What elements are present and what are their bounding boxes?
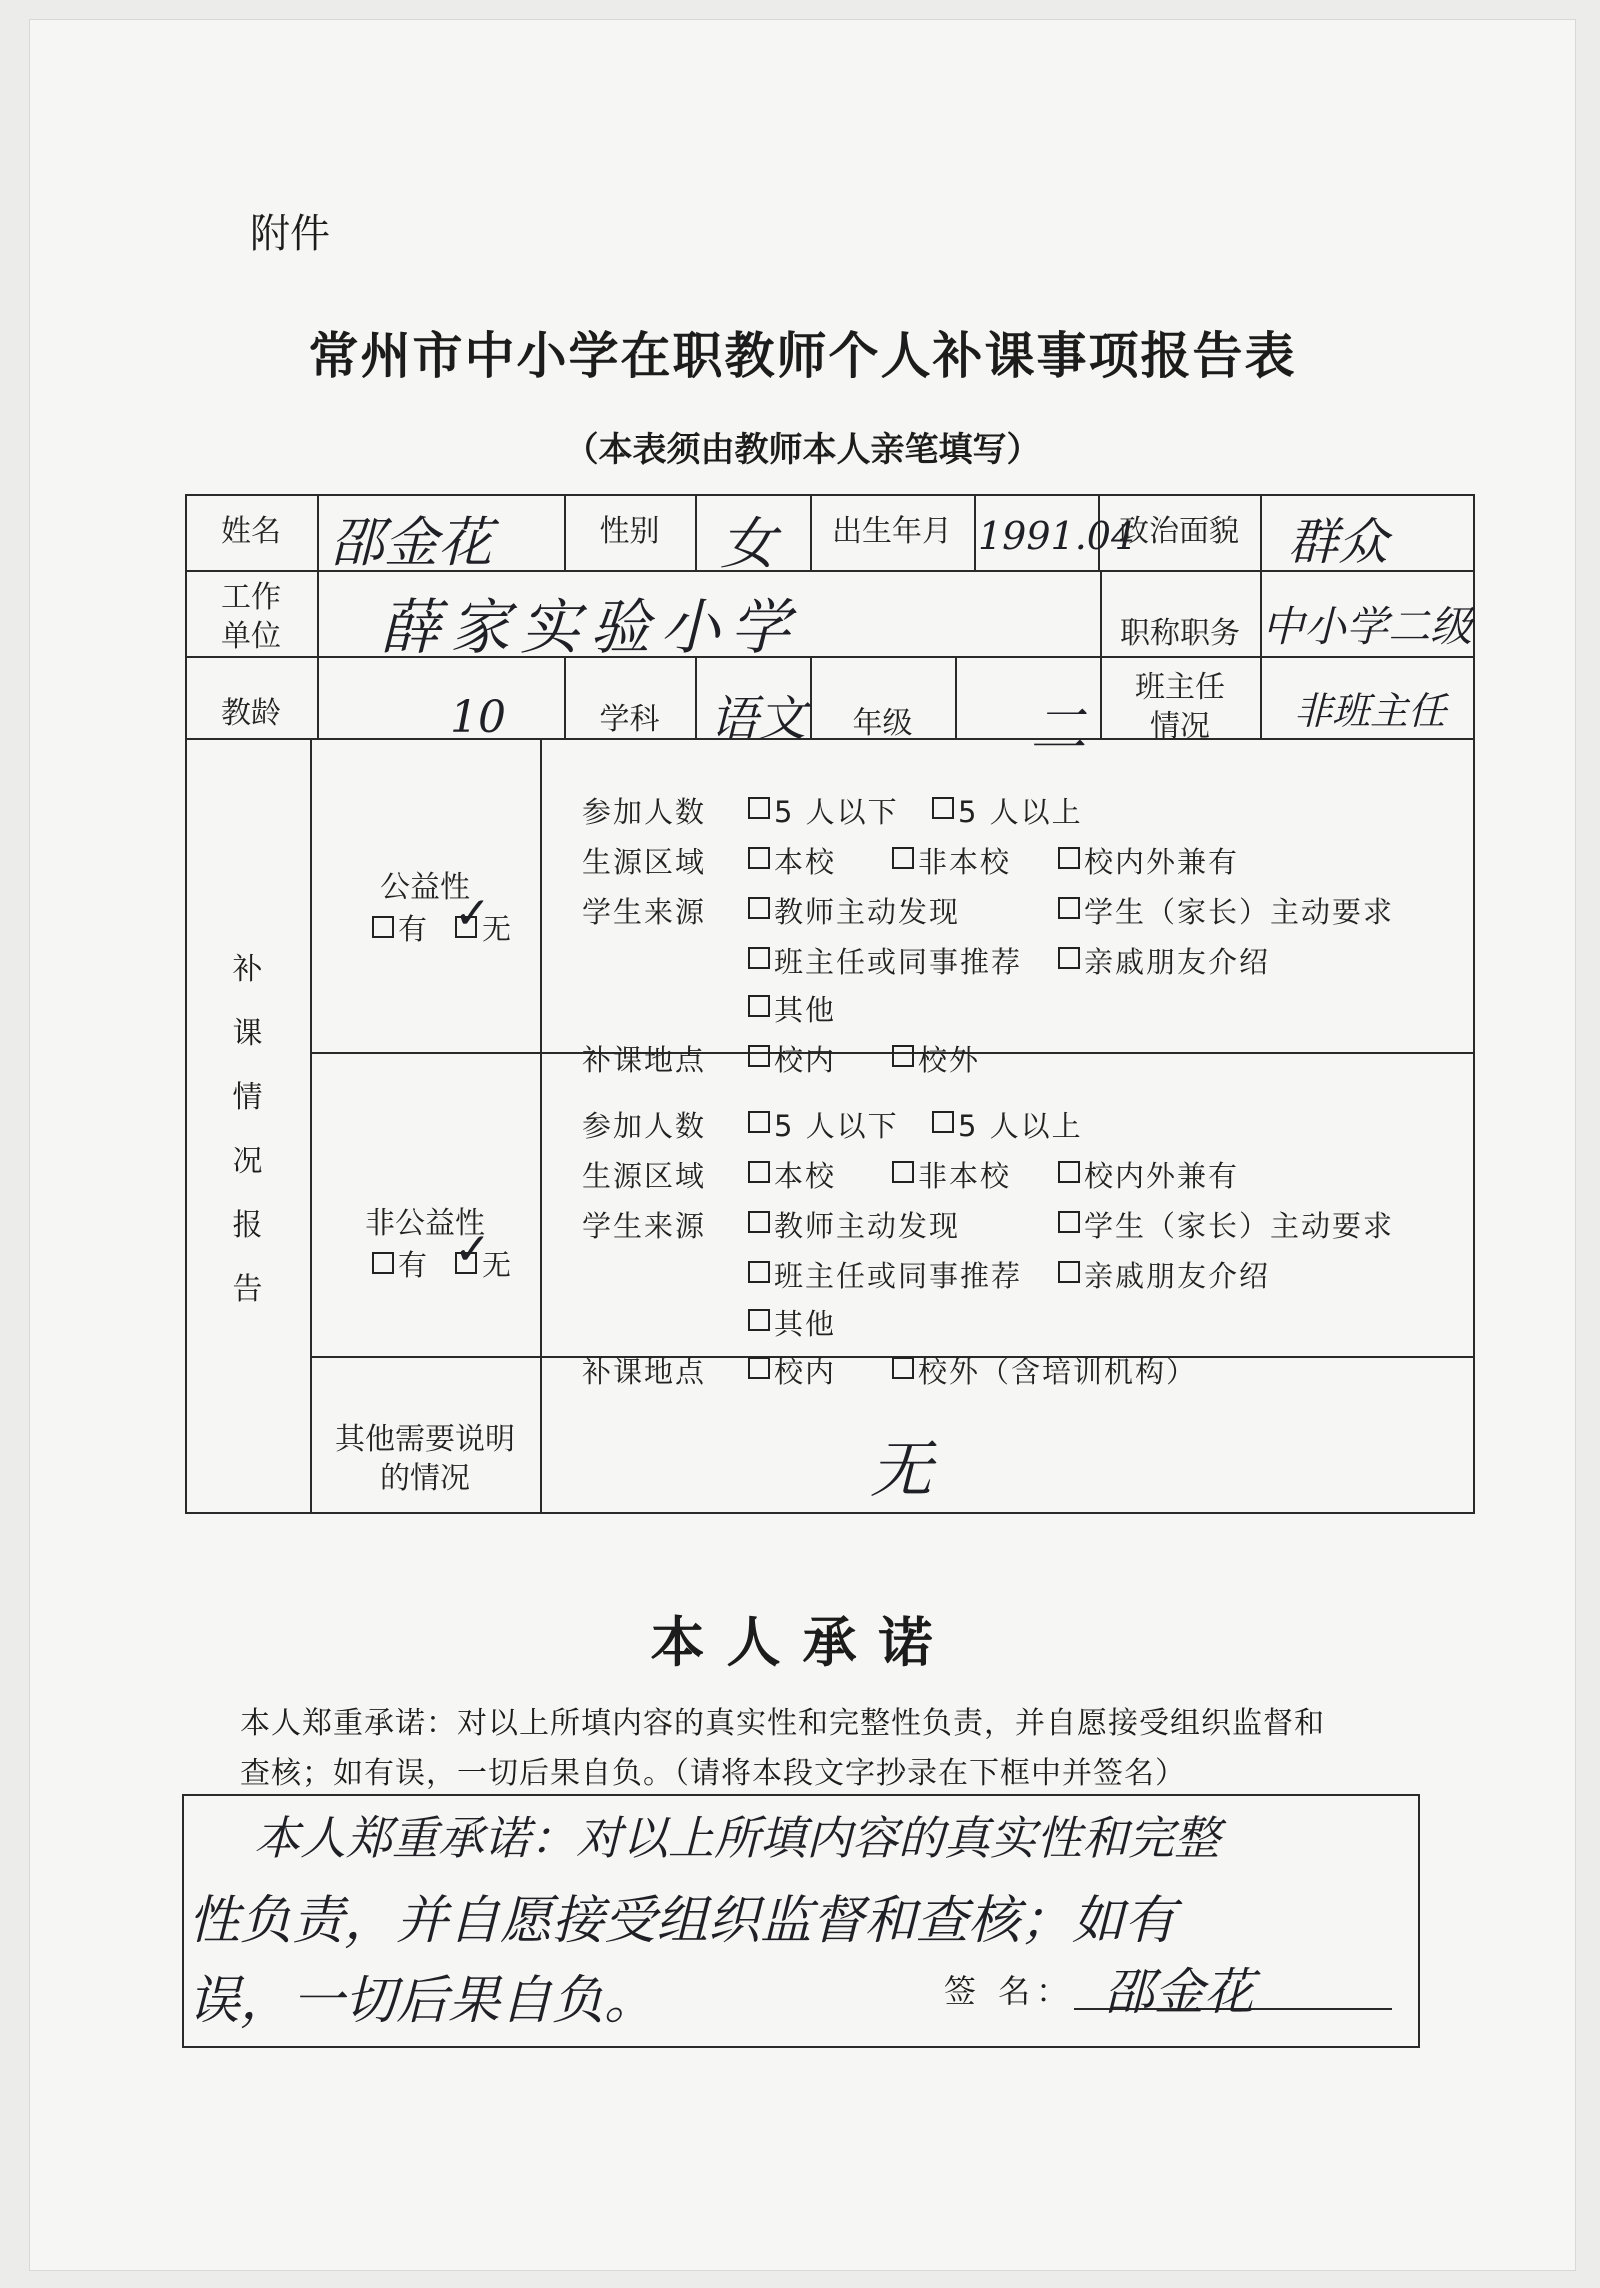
- years-label: 教龄: [221, 696, 281, 731]
- unit-label: [185, 578, 317, 656]
- pledge-text-line2: 查核；如有误，一切后果自负。（请将本段文字抄录在下框中并签名）: [240, 1756, 1186, 1791]
- public-area-opt: 本校: [774, 845, 837, 879]
- nonpublic-count-label: 参加人数: [582, 1109, 707, 1143]
- headteacher-label-line1: 班主任: [1135, 670, 1225, 705]
- nonpublic-source-opt: 亲戚朋友介绍: [1084, 1259, 1271, 1293]
- public-yes-label: 有: [398, 912, 430, 946]
- nonpublic-count-opt: 5 人以下: [774, 1109, 899, 1143]
- pledge-copy-line1: 本人郑重承诺：对以上所填内容的真实性和完整: [254, 1811, 1220, 1865]
- title-value: 中小学二级: [1262, 602, 1473, 651]
- nonpublic-yes-checkbox[interactable]: [372, 1252, 394, 1274]
- side-char: 报: [232, 1208, 263, 1243]
- checkbox[interactable]: [892, 1357, 914, 1379]
- subject-label: 学科: [599, 702, 660, 737]
- nonpublic-area-label: 生源区域: [582, 1159, 707, 1193]
- politics-value: 群众: [1288, 513, 1388, 571]
- checkbox[interactable]: [892, 1161, 914, 1183]
- nonpublic-area-opt: 校内外兼有: [1084, 1159, 1240, 1193]
- nonpublic-source-label: 学生来源: [582, 1209, 707, 1243]
- nonpublic-source-opt: 教师主动发现: [774, 1209, 961, 1243]
- side-char: 告: [232, 1272, 263, 1307]
- nonpublic-area-opt: 本校: [774, 1159, 837, 1193]
- checkbox[interactable]: [1058, 1261, 1080, 1283]
- public-source-opt: 其他: [774, 993, 837, 1027]
- checkbox[interactable]: [748, 1111, 770, 1133]
- checkbox[interactable]: [1058, 1211, 1080, 1233]
- unit-label-line2: 单位: [221, 619, 281, 654]
- nonpublic-source-opt: 学生（家长）主动要求: [1084, 1209, 1395, 1243]
- checkbox[interactable]: [748, 1357, 770, 1379]
- checkbox[interactable]: [1058, 1161, 1080, 1183]
- name-label: 姓名: [221, 514, 281, 549]
- other-value: 无: [870, 1433, 933, 1506]
- other-label-line2: 的情况: [380, 1461, 470, 1496]
- birth-value: 1991.04: [978, 514, 1136, 558]
- years-value: 10: [450, 692, 506, 743]
- unit-label-line1: 工作: [221, 580, 281, 615]
- pledge-copy-line3: 误，一切后果自负。: [188, 1971, 657, 2031]
- public-count-opt: 5 人以上: [958, 795, 1083, 829]
- checkbox[interactable]: [892, 847, 914, 869]
- checkbox[interactable]: [748, 1161, 770, 1183]
- headteacher-label: [1100, 668, 1260, 746]
- name-value: 邵金花: [330, 511, 492, 574]
- checkbox[interactable]: [748, 797, 770, 819]
- attachment-label: 附件: [250, 211, 330, 257]
- pledge-copy-line2: 性负责，并自愿接受组织监督和查核；如有: [188, 1891, 1177, 1951]
- nonpublic-source-opt: 班主任或同事推荐: [774, 1259, 1023, 1293]
- checkbox[interactable]: [748, 897, 770, 919]
- nonpublic-source-opt: 其他: [774, 1307, 837, 1341]
- grade-label: 年级: [852, 706, 913, 741]
- checkbox[interactable]: [748, 1309, 770, 1331]
- nonpublic-area-opt: 非本校: [918, 1159, 1012, 1193]
- nonpublic-label: 非公益性: [365, 1206, 485, 1241]
- headteacher-value: 非班主任: [1294, 689, 1447, 733]
- public-area-opt: 校内外兼有: [1084, 845, 1240, 879]
- nonpublic-count-opt: 5 人以上: [958, 1109, 1083, 1143]
- report-side-label: [185, 938, 310, 1322]
- form-sheet: [30, 20, 1575, 2270]
- public-count-opt: 5 人以下: [774, 795, 899, 829]
- public-source-label: 学生来源: [582, 895, 707, 929]
- gender-value: 女: [720, 512, 776, 577]
- pledge-text-line1: 本人郑重承诺：对以上所填内容的真实性和完整性负责，并自愿接受组织监督和: [240, 1706, 1325, 1741]
- gender-label: 性别: [599, 514, 660, 549]
- checkbox[interactable]: [748, 1261, 770, 1283]
- headteacher-label-line2: 情况: [1150, 709, 1210, 744]
- unit-value: 薛家实验小学: [380, 593, 800, 663]
- checkbox[interactable]: [1058, 847, 1080, 869]
- public-source-opt: 亲戚朋友介绍: [1084, 945, 1271, 979]
- nonpublic-no-label: 无: [482, 1248, 514, 1282]
- sign-label: 签 名：: [944, 1972, 1075, 2010]
- nonpublic-no-checkmark: ✓: [454, 1224, 491, 1275]
- signature: 邵金花: [1104, 1963, 1254, 2021]
- checkbox[interactable]: [1058, 947, 1080, 969]
- checkbox[interactable]: [1058, 897, 1080, 919]
- public-area-opt: 非本校: [918, 845, 1012, 879]
- checkbox[interactable]: [748, 947, 770, 969]
- public-yes-checkbox[interactable]: [372, 916, 394, 938]
- grade-value: 二: [1030, 698, 1086, 763]
- birth-label: 出生年月: [832, 514, 952, 549]
- nonpublic-place-opt: 校内: [774, 1355, 837, 1389]
- public-area-label: 生源区域: [582, 845, 707, 879]
- public-place-label: 补课地点: [582, 1043, 707, 1077]
- public-source-opt: 教师主动发现: [774, 895, 961, 929]
- public-label: 公益性: [380, 870, 470, 905]
- checkbox[interactable]: [932, 797, 954, 819]
- public-no-label: 无: [482, 912, 514, 946]
- public-place-opt: 校外: [918, 1043, 981, 1077]
- side-char: 课: [232, 1016, 263, 1051]
- title-label: 职称职务: [1120, 616, 1240, 651]
- checkbox[interactable]: [932, 1111, 954, 1133]
- side-char: 况: [232, 1144, 263, 1179]
- public-place-opt: 校内: [774, 1043, 837, 1077]
- public-count-label: 参加人数: [582, 795, 707, 829]
- public-source-opt: 学生（家长）主动要求: [1084, 895, 1395, 929]
- checkbox[interactable]: [748, 847, 770, 869]
- nonpublic-place-opt: 校外（含培训机构）: [918, 1355, 1198, 1389]
- form-subtitle: （本表须由教师本人亲笔填写）: [564, 430, 1041, 470]
- other-label: [310, 1420, 540, 1498]
- public-source-opt: 班主任或同事推荐: [774, 945, 1023, 979]
- checkbox[interactable]: [892, 1045, 914, 1067]
- public-no-checkmark: ✓: [454, 888, 491, 939]
- checkbox[interactable]: [748, 1211, 770, 1233]
- checkbox[interactable]: [748, 1045, 770, 1067]
- checkbox[interactable]: [748, 995, 770, 1017]
- nonpublic-place-label: 补课地点: [582, 1355, 707, 1389]
- side-char: 情: [232, 1080, 263, 1115]
- pledge-copy-box[interactable]: [182, 1794, 1420, 2048]
- subject-value: 语文: [710, 691, 807, 747]
- form-title: 常州市中小学在职教师个人补课事项报告表: [308, 327, 1297, 385]
- side-char: 补: [232, 952, 263, 987]
- politics-label: 政治面貌: [1119, 514, 1239, 549]
- nonpublic-yes-label: 有: [398, 1248, 430, 1282]
- pledge-title: 本人承诺: [650, 1610, 955, 1674]
- other-label-line1: 其他需要说明: [335, 1422, 515, 1457]
